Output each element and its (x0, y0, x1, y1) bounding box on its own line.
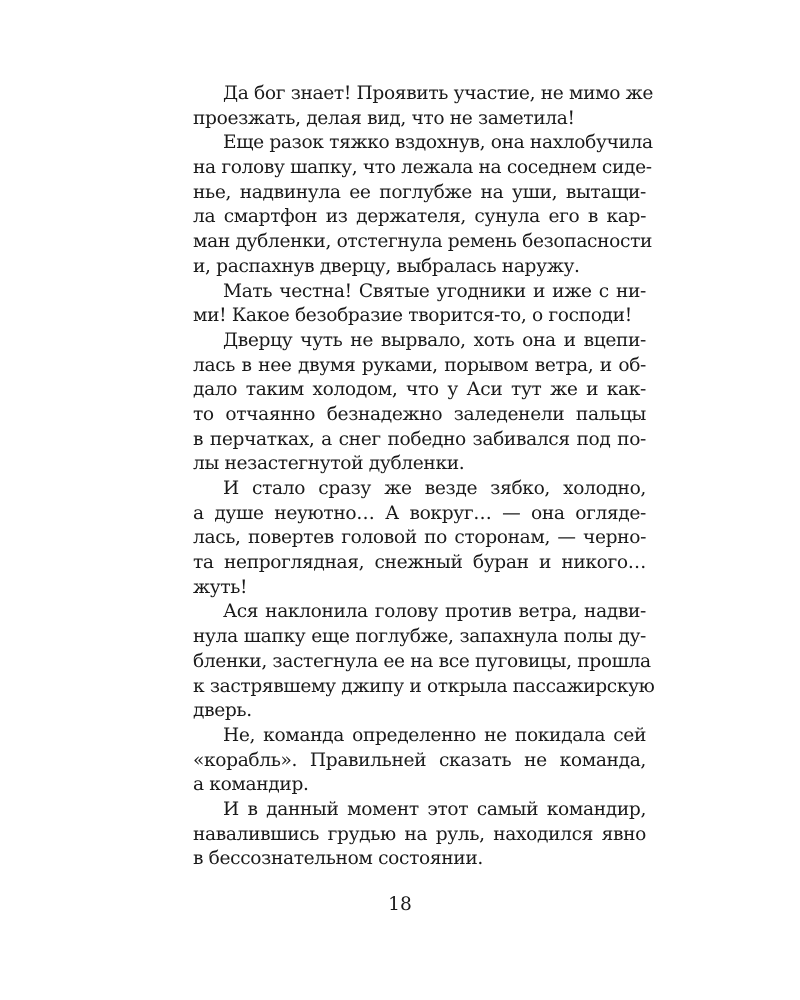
text-line: Да бог знает! Проявить участие, не мимо же (223, 83, 654, 104)
text-line: Еще разок тяжко вздохнув, она нахлобучила (223, 132, 653, 154)
text-line: в бессознательном состоянии. (193, 848, 483, 870)
text-line: в перчатках, а снег победно забивался под по- (193, 428, 646, 450)
text-line: лы незастегнутой дубленки. (193, 453, 465, 475)
text-line: Ася наклонила голову против ветра, надви- (223, 601, 646, 623)
text-line: Не, команда определенно не покидала сей (223, 724, 646, 746)
text-line: лась в нее двумя руками, порывом ветра, и об- (193, 354, 646, 376)
text-line: бленки, застегнула ее на все пуговицы, прошла (193, 650, 651, 672)
text-line: «корабль». Правильней сказать не команда, (193, 749, 646, 771)
text-line: нье, надвинула ее поглубже на уши, вытащи- (193, 181, 646, 203)
text-line: к застрявшему джипу и открыла пассажирскую (193, 675, 655, 697)
text-line: Мать честна! Святые угодники и иже с ни- (223, 280, 646, 302)
text-line: ми! Какое безобразие творится-то, о господи! (193, 305, 632, 327)
text-line: Дверцу чуть не вырвало, хоть она и вцепи- (223, 329, 646, 351)
text-line: И в данный момент этот самый командир, (223, 798, 646, 820)
text-line: та непроглядная, снежный буран и никого… (193, 552, 646, 574)
text-line: И стало сразу же везде зябко, холодно, (223, 478, 646, 499)
text-line: проезжать, делая вид, что не заметила! (193, 107, 575, 129)
text-line: дало таким холодом, что у Аси тут же и как- (193, 379, 646, 401)
text-line: и, распахнув дверцу, выбралась наружу. (193, 255, 580, 277)
text-line: то отчаянно безнадежно заледенели пальцы (193, 403, 646, 425)
text-line: а командир. (193, 774, 309, 796)
page-number: 18 (388, 894, 412, 915)
text-line: нула шапку еще поглубже, запахнула полы ду- (193, 626, 646, 648)
text-line: ман дубленки, отстегнула ремень безопасности (193, 231, 653, 253)
text-line: ла смартфон из держателя, сунула его в кар- (193, 206, 646, 228)
text-line: на голову шапку, что лежала на соседнем сиде- (193, 157, 652, 179)
text-line: жуть! (193, 576, 248, 598)
text-line: лась, повертев головой по сторонам, — черно- (193, 527, 646, 549)
body-text (193, 82, 655, 872)
text-line: а душе неуютно… А вокруг… — она огляде- (193, 502, 646, 524)
text-line: дверь. (193, 700, 252, 722)
text-line: навалившись грудью на руль, находился явно (193, 823, 646, 845)
